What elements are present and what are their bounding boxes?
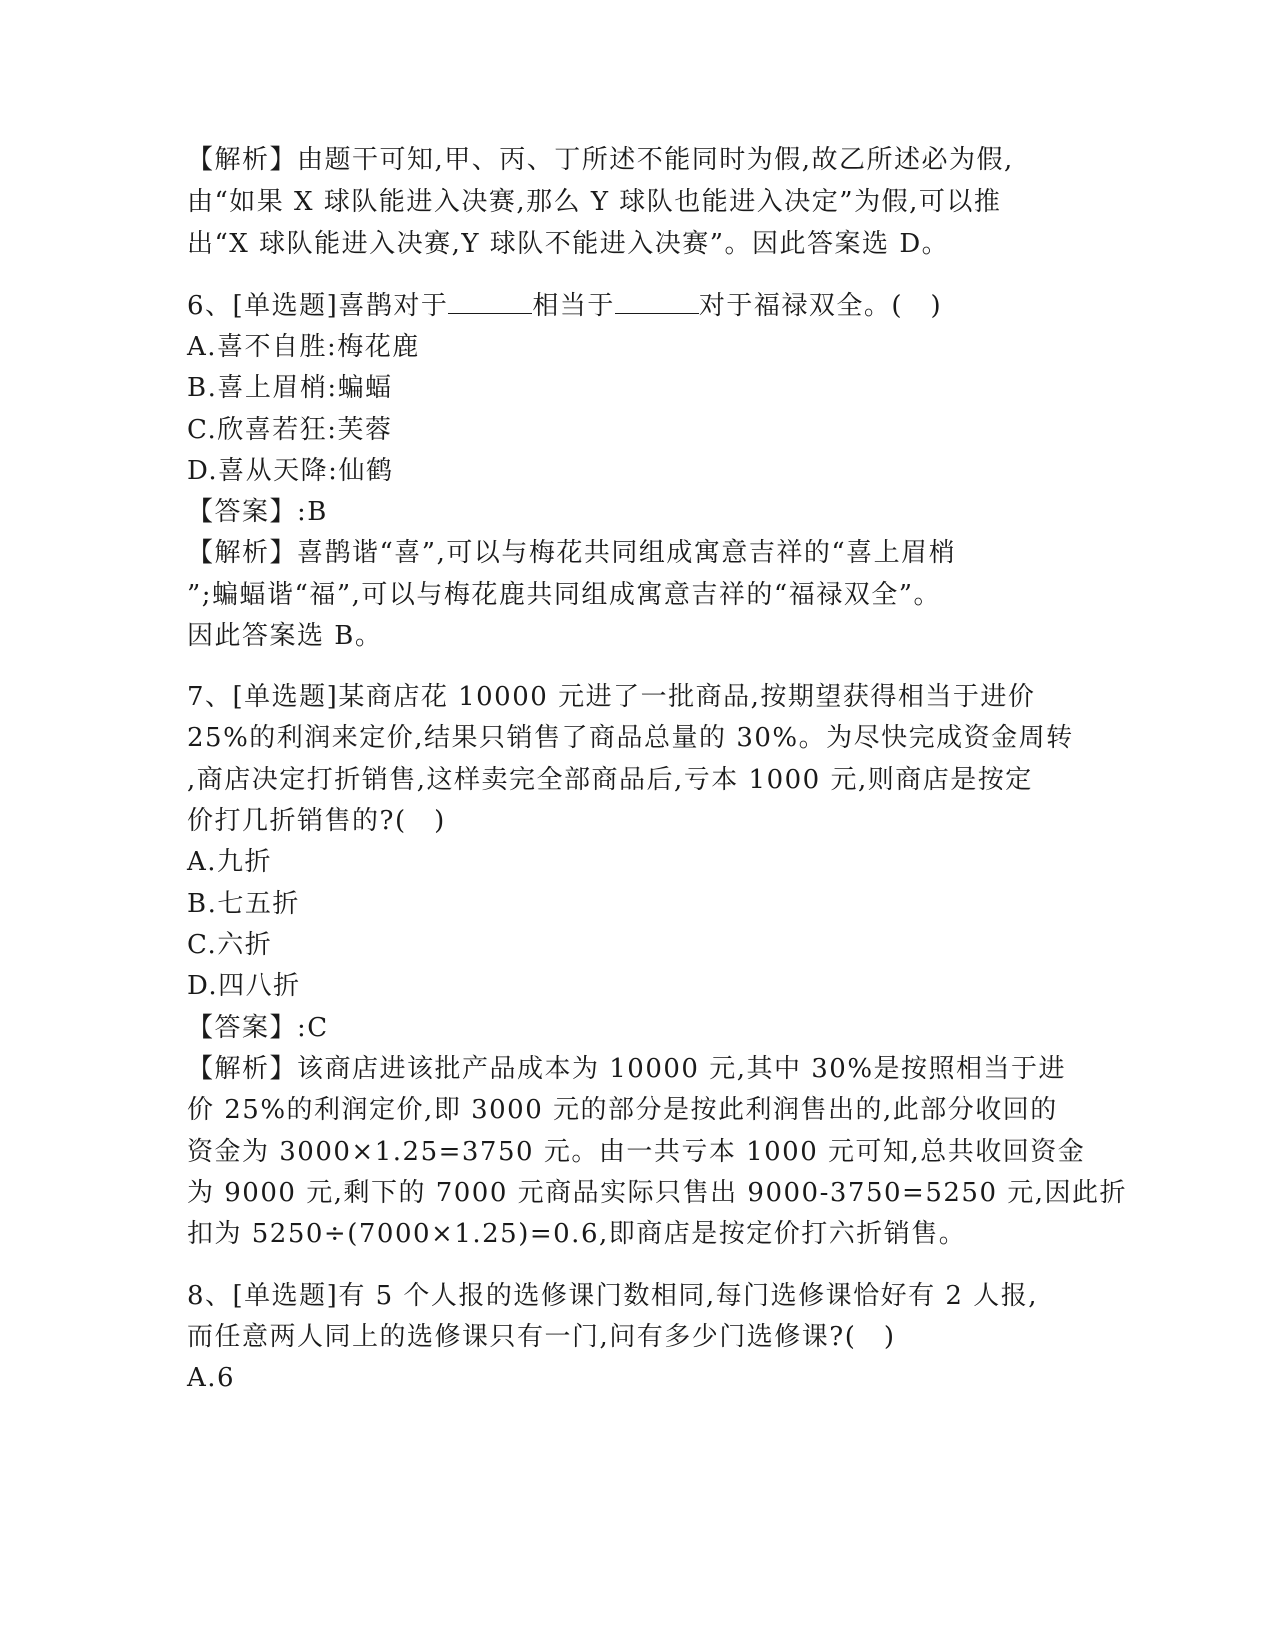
option-c: C.欣喜若狂:芙蓉 <box>187 415 393 445</box>
question-6-stem <box>187 289 1087 323</box>
analysis-line: ”;蝙蝠谐“福”,可以与梅花鹿共同组成寓意吉祥的“福禄双全”。 <box>187 580 941 610</box>
option-a: A.九折 <box>187 847 273 877</box>
analysis-line: 【解析】由题干可知,甲、丙、丁所述不能同时为假,故乙所述必为假, <box>187 145 1014 175</box>
analysis-line: 由“如果 X 球队能进入决赛,那么 Y 球队也能进入决定”为假,可以推 <box>187 187 1002 217</box>
question-7-stem: 25%的利润来定价,结果只销售了商品总量的 30%。为尽快完成资金周转 <box>187 723 1074 753</box>
analysis-line: 【解析】该商店进该批产品成本为 10000 元,其中 30%是按照相当于进 <box>187 1054 1067 1084</box>
question-8-stem: 而任意两人同上的选修课只有一门,问有多少门选修课?( ) <box>187 1322 896 1352</box>
stem-mid: 相当于 <box>532 291 615 321</box>
answer-line: 【答案】:C <box>187 1013 329 1043</box>
analysis-line: 为 9000 元,剩下的 7000 元商品实际只售出 9000-3750=5250 元,因此折 <box>187 1178 1128 1208</box>
question-8-stem: 8、[单选题]有 5 个人报的选修课门数相同,每门选修课恰好有 2 人报, <box>187 1281 1039 1311</box>
analysis-line: 价 25%的利润定价,即 3000 元的部分是按此利润售出的,此部分收回的 <box>187 1095 1058 1125</box>
option-d: D.喜从天降:仙鹤 <box>187 456 394 486</box>
fill-blank <box>615 293 699 314</box>
stem-prefix: 6、[单选题]喜鹊对于 <box>187 291 449 321</box>
option-d: D.四八折 <box>187 971 301 1001</box>
analysis-line: 因此答案选 B。 <box>187 621 383 651</box>
answer-line: 【答案】:B <box>187 497 328 527</box>
stem-suffix: 对于福禄双全。( ) <box>698 291 943 321</box>
question-7-stem: 价打几折销售的?( ) <box>187 806 446 836</box>
analysis-line: 出“X 球队能进入决赛,Y 球队不能进入决赛”。因此答案选 D。 <box>187 229 950 259</box>
option-c: C.六折 <box>187 930 273 960</box>
option-b: B.七五折 <box>187 889 300 919</box>
option-b: B.喜上眉梢:蝙蝠 <box>187 373 393 403</box>
question-7-stem: 7、[单选题]某商店花 10000 元进了一批商品,按期望获得相当于进价 <box>187 682 1036 712</box>
question-7-stem: ,商店决定打折销售,这样卖完全部商品后,亏本 1000 元,则商店是按定 <box>187 765 1033 795</box>
analysis-line: 【解析】喜鹊谐“喜”,可以与梅花共同组成寓意吉祥的“喜上眉梢 <box>187 538 957 568</box>
fill-blank <box>448 293 532 314</box>
option-a: A.6 <box>187 1363 236 1393</box>
analysis-line: 扣为 5250÷(7000×1.25)=0.6,即商店是按定价打六折销售。 <box>187 1219 967 1249</box>
option-a: A.喜不自胜:梅花鹿 <box>187 332 420 362</box>
analysis-line: 资金为 3000×1.25=3750 元。由一共亏本 1000 元可知,总共收回资金 <box>187 1137 1086 1167</box>
